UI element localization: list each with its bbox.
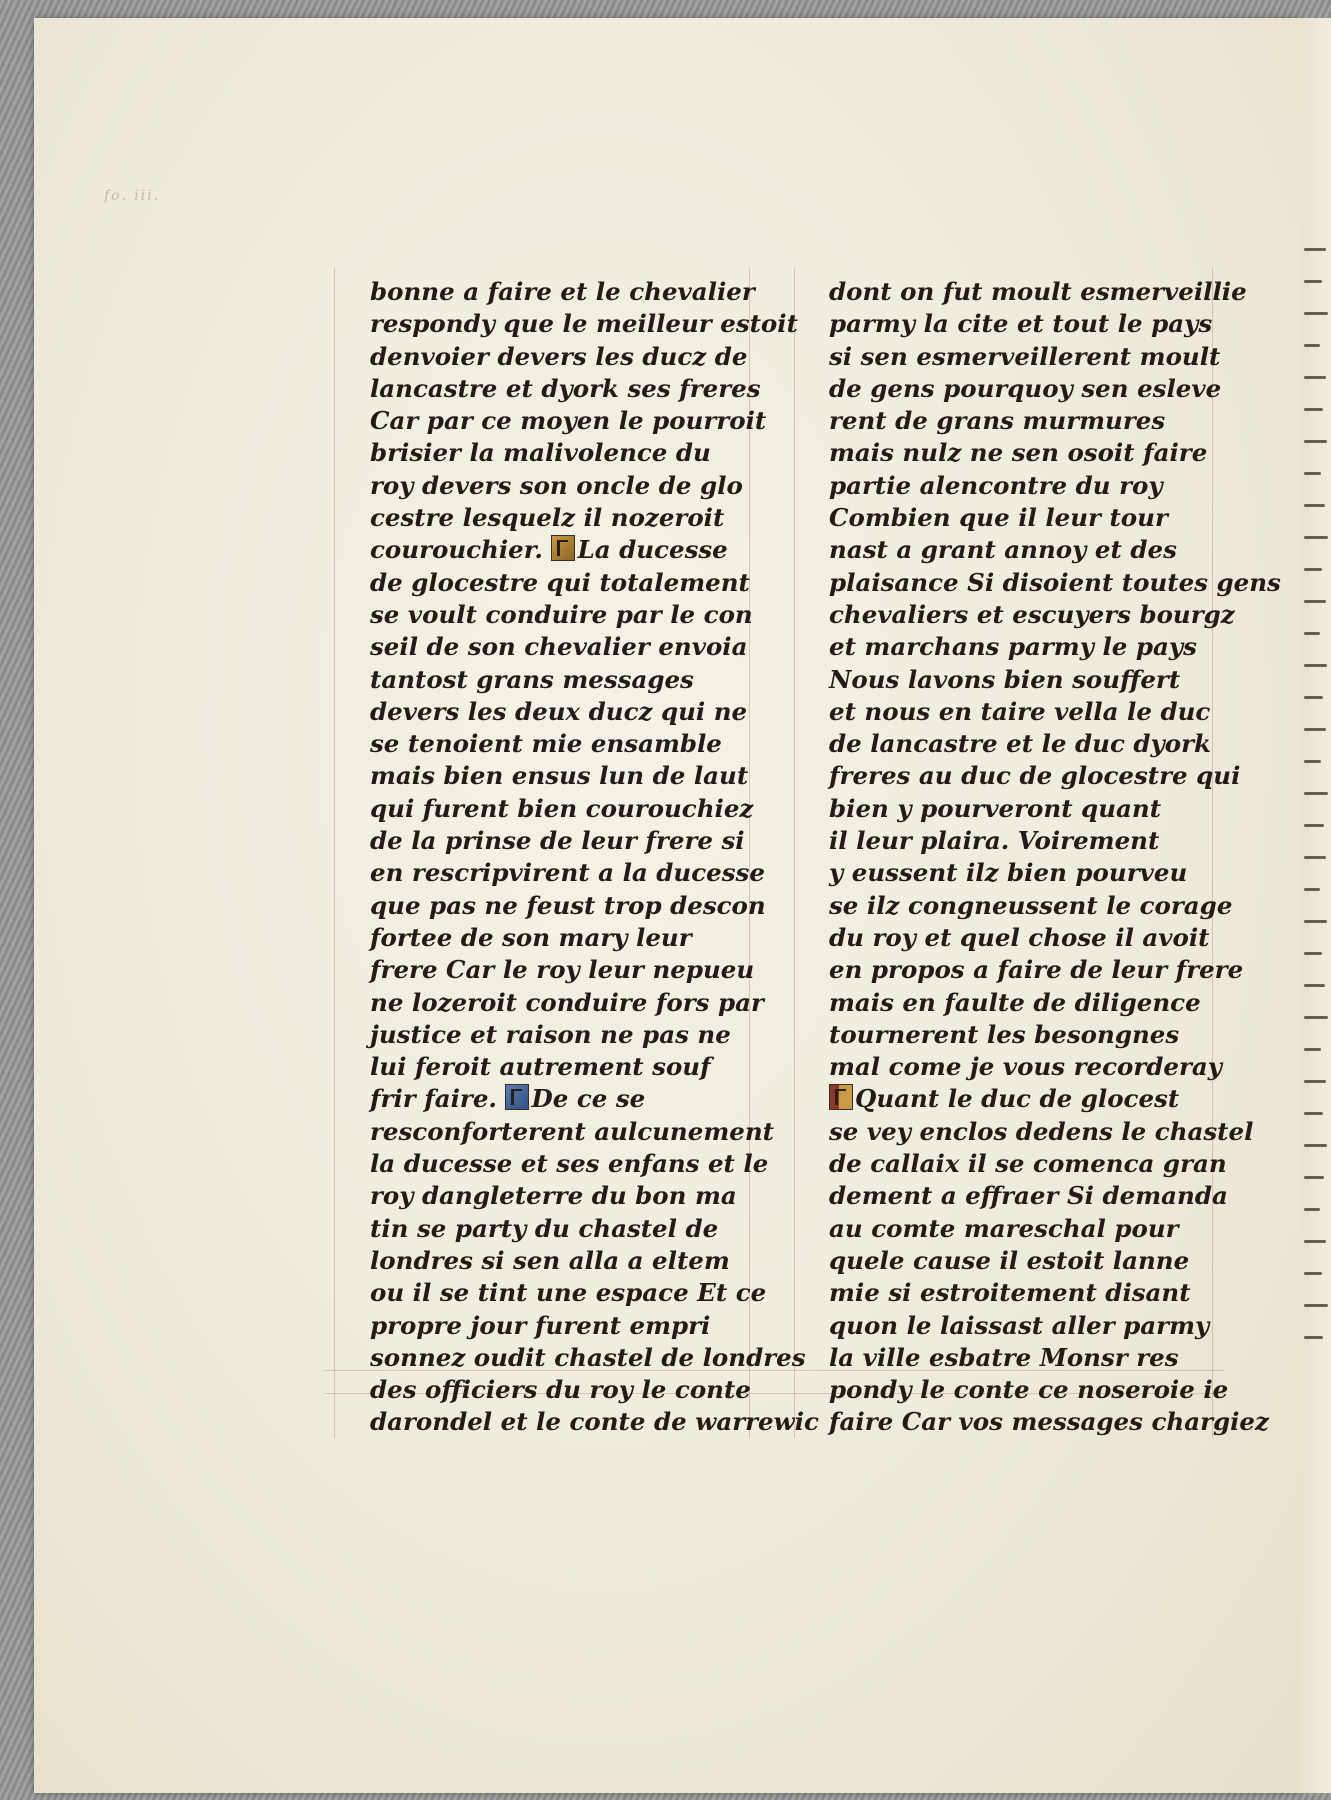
text-line: mais bien ensus lun de laut [370,761,749,791]
text-line [370,534,790,566]
text-line: chevaliers et escuyers bourgz [829,599,1235,629]
text-segment: De ce se [531,1084,646,1114]
adjacent-text-fragment [1304,952,1322,955]
text-line: tantost grans messages [370,664,694,694]
text-line: lui feroit autrement souf [370,1052,711,1082]
text-line: de lancastre et le duc dyork [829,729,1212,759]
text-segment: La ducesse [577,535,728,565]
adjacent-text-fragment [1304,344,1320,347]
text-line: tournerent les besongnes [829,1019,1180,1049]
adjacent-text-fragment [1304,888,1320,891]
illuminated-initial [505,1084,529,1110]
text-line: et nous en taire vella le duc [829,696,1211,726]
adjacent-text-fragment [1304,664,1327,667]
text-line: que pas ne feust trop descon [370,890,766,920]
adjacent-text-fragment [1304,824,1324,827]
text-line: ne lozeroit conduire fors par [370,987,764,1017]
adjacent-text-fragment [1304,792,1328,795]
adjacent-text-fragment [1304,920,1327,923]
text-line: y eussent ilz bien pourveu [829,858,1188,888]
left-text-column [370,276,819,1439]
text-line: faire Car vos messages chargiez [829,1407,1269,1437]
text-segment: frir faire. [370,1084,497,1114]
adjacent-text-fragment [1304,1336,1323,1339]
text-line: dement a effraer Si demanda [829,1181,1228,1211]
adjacent-text-fragment [1304,1112,1323,1115]
adjacent-text-fragment [1304,408,1323,411]
text-line: darondel et le conte de warrewic [370,1407,819,1437]
text-line: lancastre et dyork ses freres [370,373,761,403]
manuscript-page [34,18,1300,1793]
adjacent-text-fragment [1304,280,1322,283]
adjacent-text-fragment [1304,440,1327,443]
right-text-column [829,276,1281,1439]
text-line: se voult conduire par le con [370,599,753,629]
text-line: de callaix il se comenca gran [829,1149,1227,1179]
text-line: cestre lesquelz il nozeroit [370,503,725,533]
text-line: Nous lavons bien souffert [829,664,1181,694]
adjacent-page-edge [1300,18,1331,1793]
text-line: se ilz congneussent le corage [829,890,1233,920]
text-line: de la prinse de leur frere si [370,826,745,856]
text-line: si sen esmerveillerent moult [829,341,1221,371]
text-line: ou il se tint une espace Et ce [370,1278,767,1308]
text-line: plaisance Si disoient toutes gens [829,567,1281,597]
adjacent-text-fragment [1304,1144,1327,1147]
ruling-line [794,268,795,1438]
text-line: Car par ce moyen le pourroit [370,406,767,436]
text-line: dont on fut moult esmerveillie [829,277,1247,306]
adjacent-text-fragment [1304,568,1322,571]
text-line: rent de grans murmures [829,406,1166,436]
adjacent-text-fragment [1304,1304,1328,1307]
adjacent-text-fragment [1304,1208,1320,1211]
text-line: denvoier devers les ducz de [370,341,748,371]
text-line: sonnez oudit chastel de londres [370,1342,806,1372]
adjacent-text-fragment [1304,728,1326,731]
text-line: parmy la cite et tout le pays [829,309,1213,339]
text-segment: courouchier. [370,535,543,565]
text-line: nast a grant annoy et des [829,535,1177,565]
text-line: quon le laissast aller parmy [829,1310,1210,1340]
adjacent-text-fragment [1304,1240,1326,1243]
adjacent-text-fragment [1304,1048,1321,1051]
adjacent-text-fragment [1304,376,1326,379]
text-line: brisier la malivolence du [370,438,711,468]
text-line: mais en faulte de diligence [829,987,1201,1017]
text-line: mais nulz ne sen osoit faire [829,438,1208,468]
text-line: se vey enclos dedens le chastel [829,1116,1254,1146]
text-line: la ville esbatre Monsr res [829,1342,1179,1372]
text-line: roy devers son oncle de glo [370,470,743,500]
text-line: se tenoient mie ensamble [370,729,722,759]
text-line: partie alencontre du roy [829,470,1163,500]
text-line: propre jour furent empri [370,1310,711,1340]
text-line: qui furent bien courouchiez [370,793,754,823]
adjacent-text-fragment [1304,472,1321,475]
text-line: et marchans parmy le pays [829,632,1197,662]
ruling-line [334,268,335,1438]
text-line: la ducesse et ses enfans et le [370,1149,769,1179]
text-line: resconforterent aulcunement [370,1116,774,1146]
adjacent-text-fragment [1304,504,1325,507]
adjacent-text-fragment [1304,312,1328,315]
text-line: respondy que le meilleur estoit [370,309,798,339]
text-line [370,1083,790,1115]
text-line: pondy le conte ce noseroie ie [829,1375,1229,1405]
text-line: londres si sen alla a eltem [370,1245,730,1275]
text-line: du roy et quel chose il avoit [829,922,1210,952]
text-line: bonne a faire et le chevalier [370,277,755,306]
text-segment: Quant le duc de glocest [855,1084,1180,1114]
text-line: roy dangleterre du bon ma [370,1181,737,1211]
illuminated-initial [551,535,575,561]
text-line: devers les deux ducz qui ne [370,696,748,726]
text-line: en propos a faire de leur frere [829,955,1244,985]
adjacent-text-fragment [1304,536,1328,539]
text-line [829,1083,1249,1115]
text-line: il leur plaira. Voirement [829,826,1160,856]
text-line: frere Car le roy leur nepueu [370,955,755,985]
adjacent-text-fragment [1304,984,1325,987]
text-line: Combien que il leur tour [829,503,1168,533]
adjacent-text-fragment [1304,1016,1328,1019]
adjacent-text-fragment [1304,248,1326,251]
adjacent-text-fragment [1304,1080,1326,1083]
text-line: bien y pourveront quant [829,793,1162,823]
text-line: freres au duc de glocestre qui [829,761,1241,791]
text-line: tin se party du chastel de [370,1213,719,1243]
text-line: fortee de son mary leur [370,922,692,952]
text-line: des officiers du roy le conte [370,1375,751,1405]
adjacent-text-fragment [1304,856,1326,859]
text-line: au comte mareschal pour [829,1213,1179,1243]
adjacent-text-fragment [1304,1176,1324,1179]
adjacent-text-fragment [1304,760,1321,763]
text-line: quele cause il estoit lanne [829,1245,1190,1275]
adjacent-text-fragment [1304,632,1320,635]
text-line: en rescripvirent a la ducesse [370,858,765,888]
adjacent-text-fragment [1304,600,1326,603]
text-line: mal come je vous recorderay [829,1052,1223,1082]
text-line: de gens pourquoy sen esleve [829,373,1222,403]
text-line: de glocestre qui totalement [370,567,750,597]
text-line: justice et raison ne pas ne [370,1019,731,1049]
adjacent-text-fragment [1304,1272,1322,1275]
adjacent-text-fragment [1304,696,1323,699]
shelfmark: fo. iii. [104,188,161,204]
text-line: seil de son chevalier envoia [370,632,748,662]
illuminated-initial [829,1084,853,1110]
text-line: mie si estroitement disant [829,1278,1191,1308]
